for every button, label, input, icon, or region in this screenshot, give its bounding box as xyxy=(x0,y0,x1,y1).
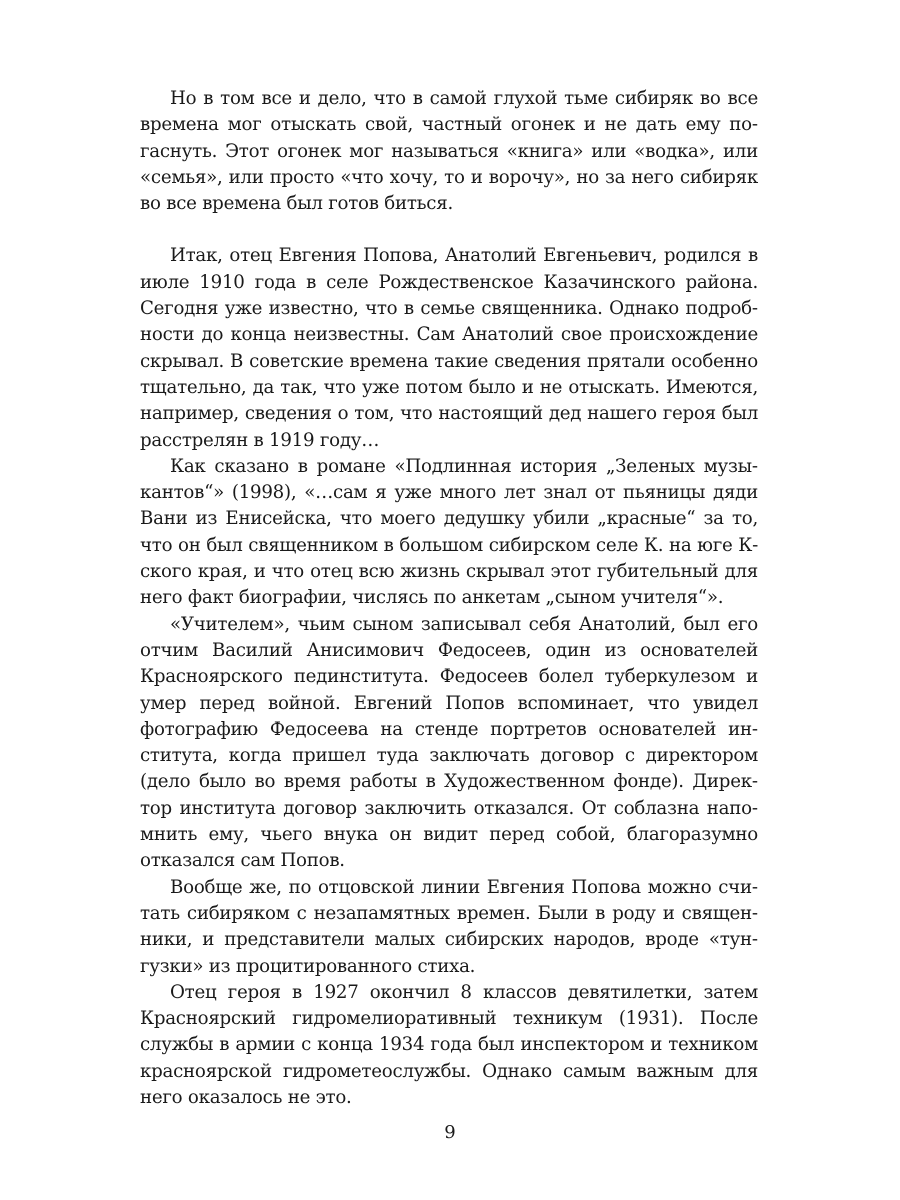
paragraph-1: Но в том все и дело, что в самой глухой тьме сибиряк во все времена мог отыскать свой, частный огонек и не дать ему погаснуть. Этот огонек мог называться «книга» или «водка», или «семья», или просто «что хочу, то и ворочу», но за него сибиряк во все времена был готов биться. xyxy=(140,88,758,215)
paragraph-3: Как сказано в романе «Подлинная история „Зеленых музыкантов“» (1998), «…сам я уже много лет знал от пьяницы дяди Вани из Енисейска, что моего дедушку убили „красные“ за то, что он был священником в большом сибирском селе К. на юге К-ского края, и что отец всю жизнь скрывал этот губительный для него факт биографии, числясь по анкетам „сыном учителя“». xyxy=(140,455,758,609)
page-body xyxy=(140,86,758,1111)
paragraph-4: «Учителем», чьим сыном записывал себя Анатолий, был его отчим Василий Анисимович Федосеев, один из основателей Красноярского пединститута. Федосеев болел туберкулезом и умер перед войной. Евгений Попов вспоминает, что увидел фотографию Федосеева на стенде портретов основателей института, когда пришел туда заключать договор с директором (дело было во время работы в Художественном фонде). Директор института договор заключить отказался. От соблазна напомнить ему, чьего внука он видит перед собой, благоразумно отказался сам Попов. xyxy=(140,613,758,872)
paragraph-2: Итак, отец Евгения Попова, Анатолий Евгеньевич, родился в июле 1910 года в селе Рождественское Казачинского района. Сегодня уже известно, что в семье священника. Однако подробности до конца неизвестны. Сам Анатолий свое происхождение скрывал. В советские времена такие сведения прятали особенно тщательно, да так, что уже потом было и не отыскать. Имеются, например, сведения о том, что настоящий дед нашего героя был расстрелян в 1919 году… xyxy=(140,245,758,451)
paragraph-5: Вообще же, по отцовской линии Евгения Попова можно считать сибиряком с незапамятных времен. Были в роду и священники, и представители малых сибирских народов, вроде «тунгузки» из процитированного стиха. xyxy=(140,876,758,977)
page-number: 9 xyxy=(444,1122,456,1143)
paragraph-6: Отец героя в 1927 окончил 8 классов девятилетки, затем Красноярский гидромелиоративный техникум (1931). После службы в армии с конца 1934 года был инспектором и техником красноярской гидрометеослужбы. Однако самым важным для него оказалось не это. xyxy=(140,981,758,1108)
section-gap xyxy=(140,217,758,243)
